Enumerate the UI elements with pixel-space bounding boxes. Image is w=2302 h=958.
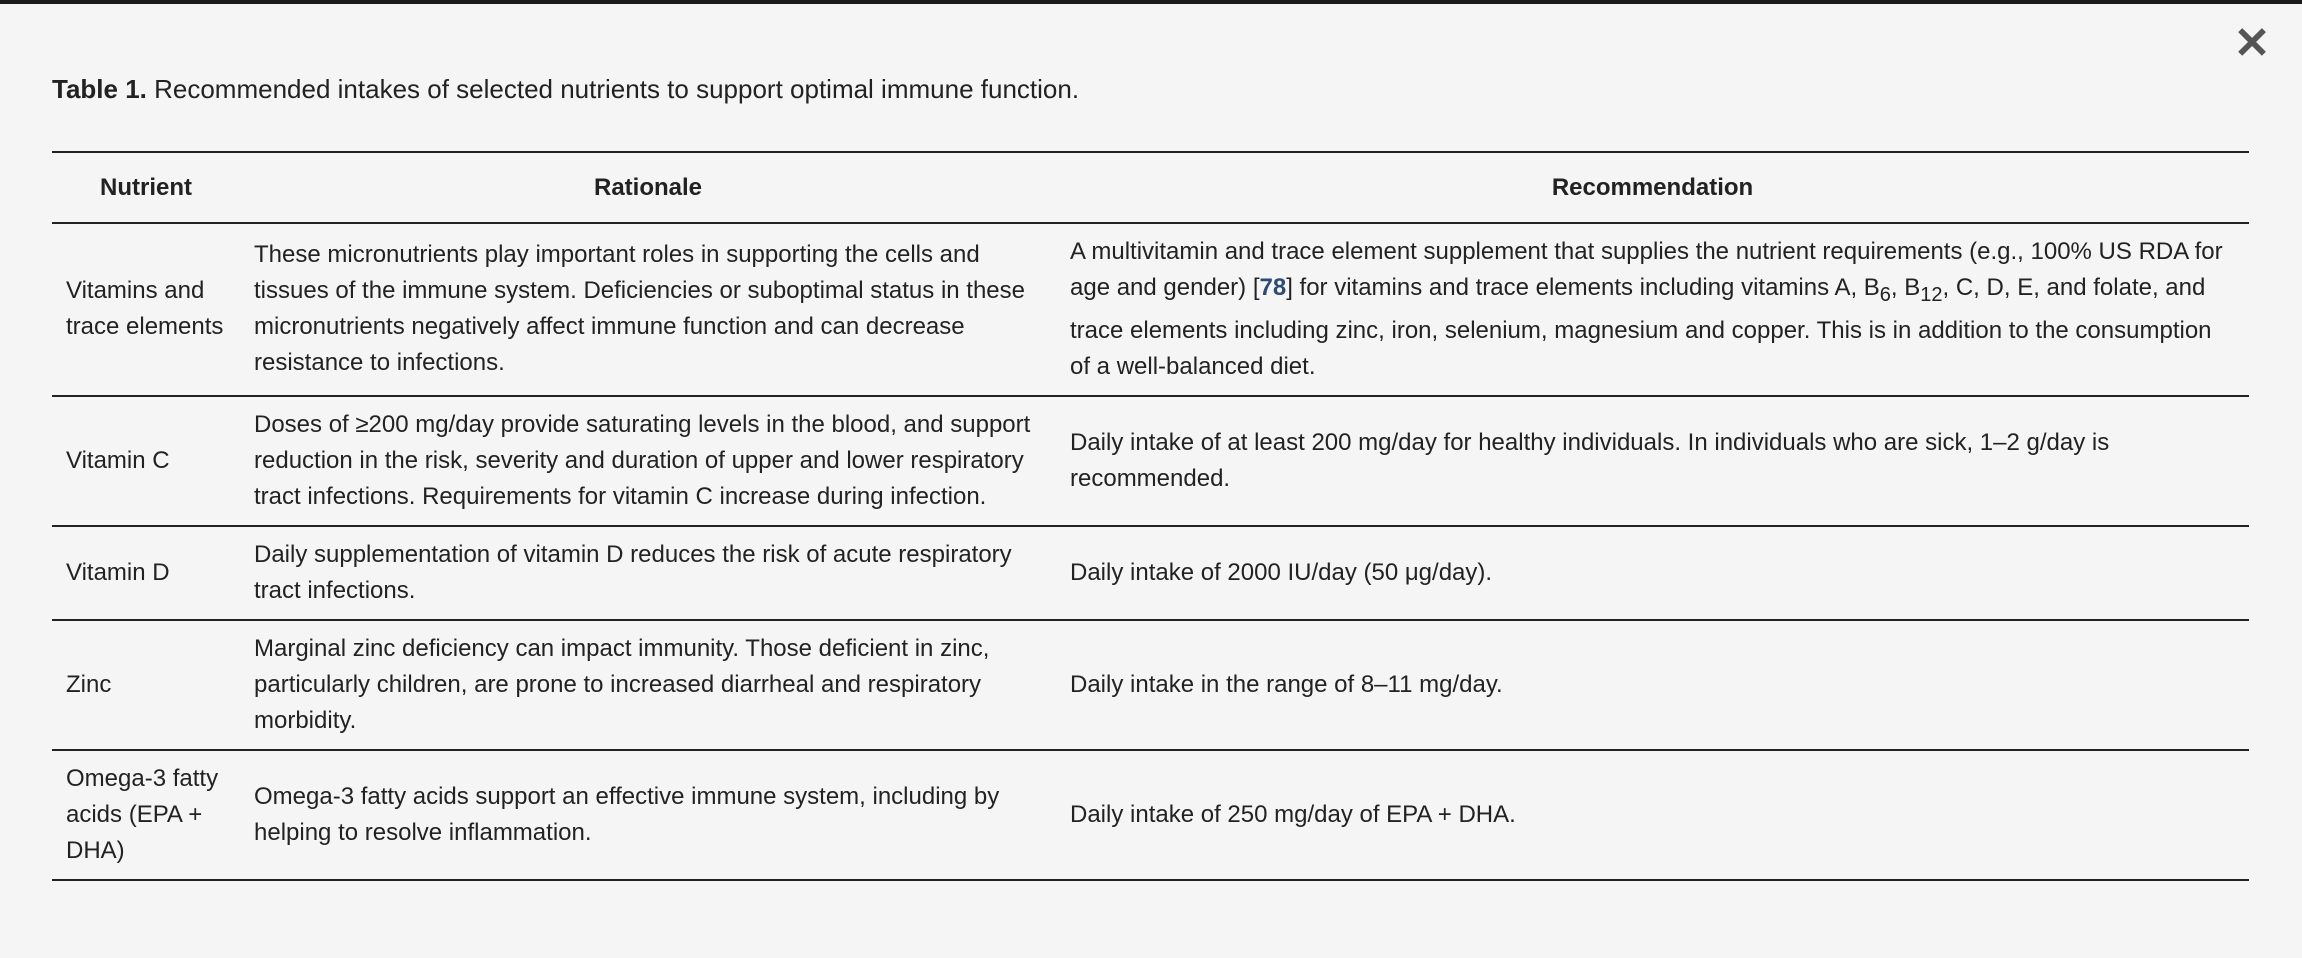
cell-nutrient: Zinc xyxy=(66,670,112,698)
cell-rationale: These micronutrients play important roles in supporting the cells and tissues of the immune system. Deficiencies or suboptimal status in these micronutrients negatively affect immune function and can decrease resistance to infections. xyxy=(254,241,1025,377)
rec-text: , C, D, E, and folate, and trace elements including zinc, iron, selenium, magnesium and copper. This is in addition to the consumption of a well-balanced diet. xyxy=(1070,274,2212,380)
rec-text: A multivitamin and trace element supplement that supplies the nutrient requirements (e.g., 100% US RDA for age and gender) [ xyxy=(1070,238,2223,301)
table-row xyxy=(52,223,2249,396)
table-row xyxy=(52,620,2249,750)
header-rationale: Rationale xyxy=(593,173,703,201)
subscript: 12 xyxy=(1920,283,1943,306)
cell-recommendation: Daily intake in the range of 8–11 mg/day. xyxy=(1070,670,1503,698)
table-caption xyxy=(52,74,1079,105)
cell-nutrient: Vitamin C xyxy=(66,446,170,474)
nutrient-table xyxy=(52,151,2249,881)
table-header-row xyxy=(52,152,2249,223)
cell-rationale: Daily supplementation of vitamin D reduces the risk of acute respiratory tract infections. xyxy=(254,540,1012,604)
subscript: 6 xyxy=(1879,283,1891,306)
cell-recommendation: Daily intake of 250 mg/day of EPA + DHA. xyxy=(1070,800,1516,828)
caption-label: Table 1. xyxy=(52,74,147,104)
rec-text: ] for vitamins and trace elements including vitamins A, B xyxy=(1286,274,1880,301)
cell-rationale: Omega-3 fatty acids support an effective immune system, including by helping to resolve inflammation. xyxy=(254,782,1000,846)
cell-nutrient: Vitamin D xyxy=(66,558,170,586)
cell-nutrient: Omega-3 fatty acids (EPA + DHA) xyxy=(66,764,219,864)
cell-rationale: Doses of ≥200 mg/day provide saturating levels in the blood, and support reduction in the risk, severity and duration of upper and lower respiratory tract infections. Requirements for vitamin C increase during infection. xyxy=(254,410,1031,510)
header-nutrient: Nutrient xyxy=(100,173,192,201)
rec-text: , B xyxy=(1890,274,1921,301)
close-button[interactable] xyxy=(2232,19,2272,68)
table-modal xyxy=(0,4,2302,958)
cell-rationale: Marginal zinc deficiency can impact immunity. Those deficient in zinc, particularly children, are prone to increased diarrheal and respiratory morbidity. xyxy=(254,634,990,734)
header-recommendation: Recommendation xyxy=(1551,173,1754,201)
cell-nutrient: Vitamins and trace elements xyxy=(66,277,224,341)
cell-recommendation: Daily intake of at least 200 mg/day for healthy individuals. In individuals who are sick, 1–2 g/day is recommended. xyxy=(1070,428,2110,492)
reference-link[interactable]: 78 xyxy=(1259,274,1287,301)
close-icon: ✕ xyxy=(2233,19,2271,68)
table-row xyxy=(52,396,2249,526)
caption-text: Recommended intakes of selected nutrients to support optimal immune function. xyxy=(146,74,1080,104)
table-row xyxy=(52,526,2249,620)
cell-recommendation xyxy=(1056,223,2249,396)
cell-recommendation: Daily intake of 2000 IU/day (50 μg/day). xyxy=(1070,558,1493,586)
table-row xyxy=(52,750,2249,880)
